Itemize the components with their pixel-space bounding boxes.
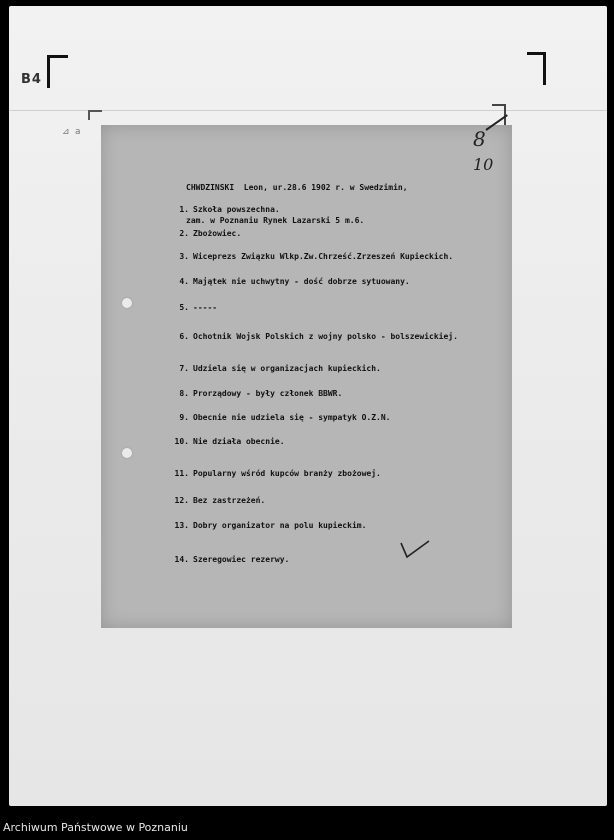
list-item: 13. Dobry organizator na polu kupieckim. xyxy=(174,521,367,530)
header-line: CHWDZINSKI Leon, ur.28.6 1902 r. w Swedzimin, xyxy=(186,183,408,192)
frame-label: B4 xyxy=(21,72,42,87)
registration-mark-right xyxy=(527,52,546,85)
punch-hole xyxy=(122,448,132,458)
list-item: 1. Szkoła powszechna. xyxy=(179,205,280,214)
document-page xyxy=(101,125,512,628)
list-item: 5. ----- xyxy=(179,303,218,312)
archive-name: Archiwum Państwowe w Poznaniu xyxy=(3,821,188,834)
list-item: 7. Udziela się w organizacjach kupieckich. xyxy=(179,364,381,373)
archive-footer xyxy=(0,819,614,840)
list-item: 3. Wiceprezs Związku Wlkp.Zw.Chrześć.Zrzeszeń Kupieckich. xyxy=(179,252,454,261)
list-item: 12. Bez zastrzeżeń. xyxy=(174,496,266,505)
header-line: zam. w Poznaniu Rynek Lazarski 5 m.6. xyxy=(186,216,365,225)
margin-marks: ⊿ a xyxy=(62,127,81,137)
list-item: 10. Nie działa obecnie. xyxy=(174,437,285,446)
list-item: 14. Szeregowiec rezerwy. xyxy=(174,555,290,564)
list-item: 2. Zbożowiec. xyxy=(179,229,242,238)
punch-hole xyxy=(122,298,132,308)
list-item: 11. Popularny wśród kupców branży zbożowej. xyxy=(174,469,381,478)
handwritten-page-number: 10 xyxy=(473,155,494,174)
checkmark-icon xyxy=(399,537,433,561)
list-item: 4. Majątek nie uchwytny - dość dobrze sytuowany. xyxy=(179,277,410,286)
paper-corner-left xyxy=(88,110,102,120)
list-item: 8. Prorządowy - były członek BBWR. xyxy=(179,389,343,398)
handwritten-mark: 8 xyxy=(473,127,486,151)
registration-mark-left xyxy=(47,55,68,88)
list-item: 9. Obecnie nie udziela się - sympatyk O.Z.N. xyxy=(179,413,391,422)
list-item: 6. Ochotnik Wojsk Polskich z wojny polsko - bolszewickiej. xyxy=(179,332,458,341)
